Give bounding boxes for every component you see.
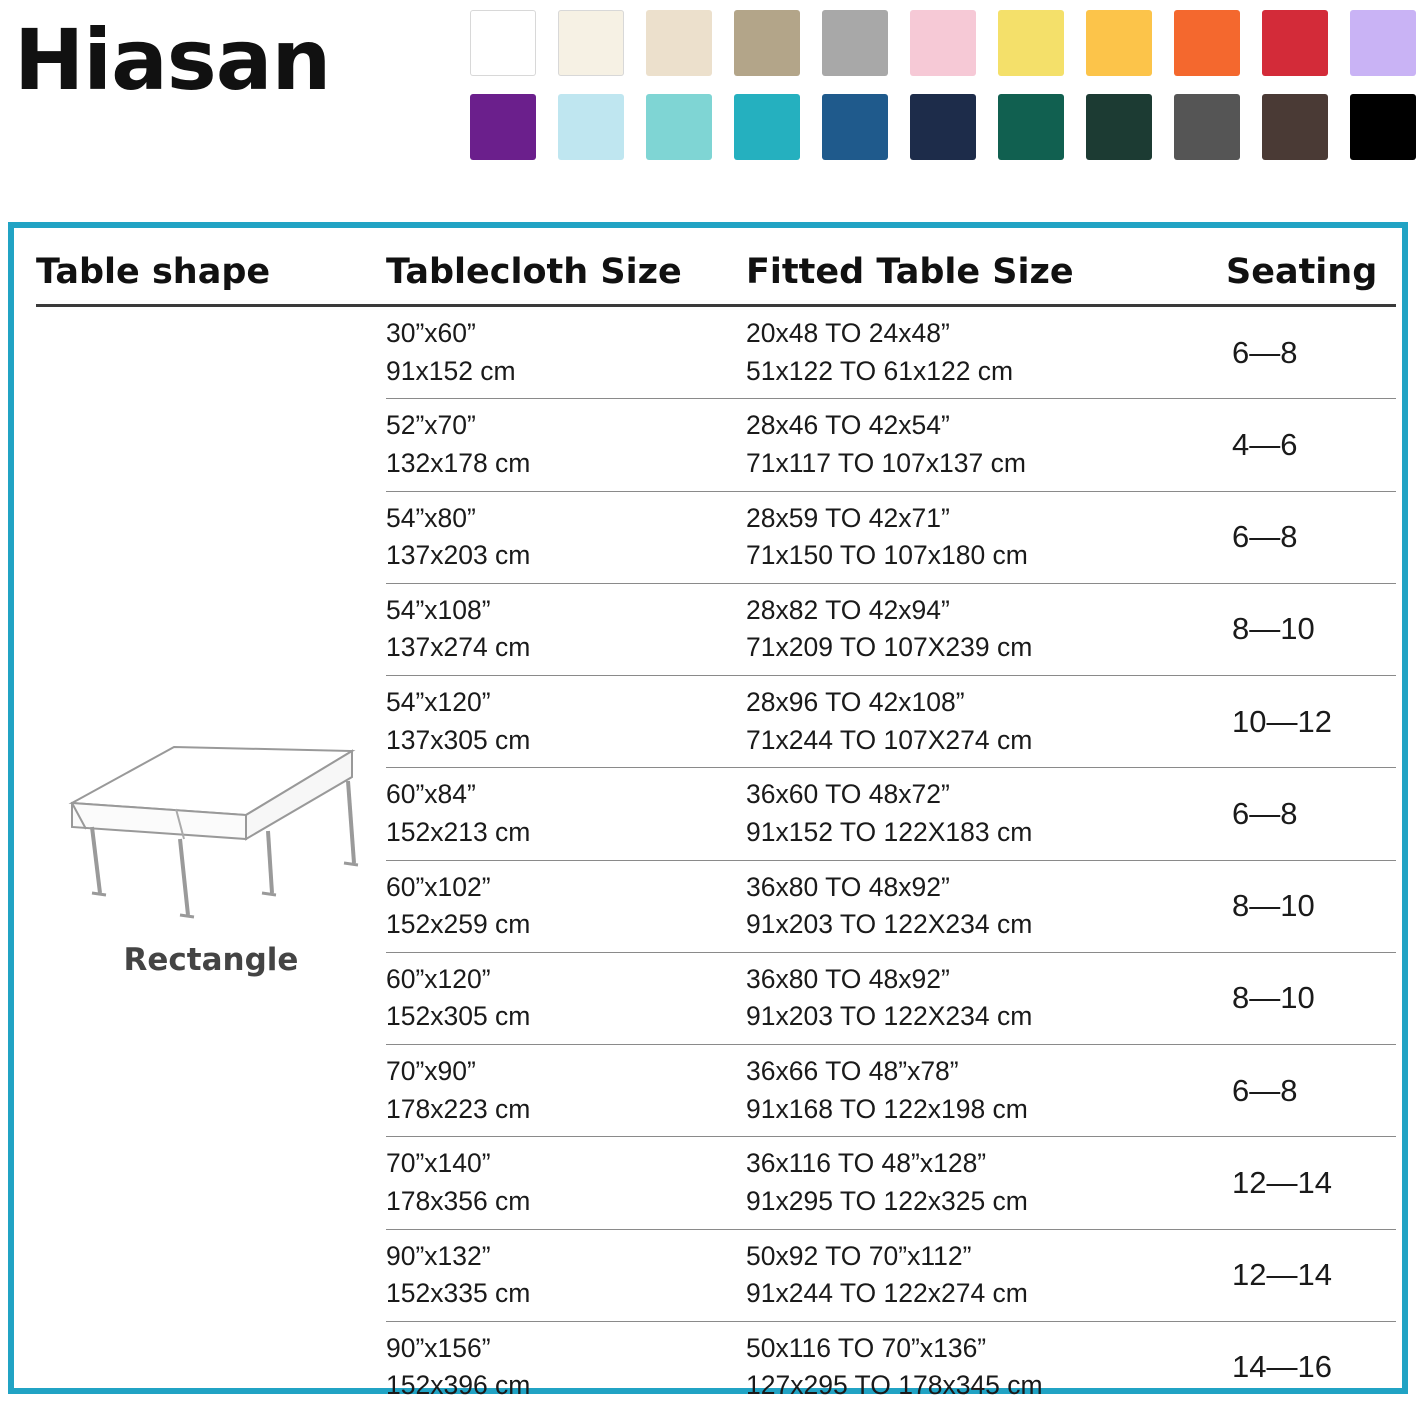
seating-cell: 6—8 [1226,768,1396,860]
cloth-size-cm: 152x396 cm [386,1367,746,1405]
table-header-row [36,248,1396,304]
seating-cell: 6—8 [1226,491,1396,583]
cloth-size-cm: 152x335 cm [386,1275,746,1313]
fitted-size-cell [746,491,1226,583]
cloth-size-cm: 137x203 cm [386,537,746,575]
size-chart-table [36,248,1396,1413]
cloth-size-cm: 152x305 cm [386,998,746,1036]
fitted-size-cm: 127x295 TO 178x345 cm [746,1367,1226,1405]
fitted-size-cm: 71x117 TO 107x137 cm [746,445,1226,483]
table-shape-cell [36,306,386,1413]
cloth-size-cell [386,1137,746,1229]
cloth-size-inches: 70”x140” [386,1145,746,1183]
fitted-size-cm: 91x168 TO 122x198 cm [746,1091,1226,1129]
seating-cell: 14—16 [1226,1321,1396,1413]
cloth-size-inches: 90”x156” [386,1330,746,1368]
fitted-size-inches: 20x48 TO 24x48” [746,315,1226,353]
color-swatch[interactable] [822,94,888,160]
table-body [36,306,1396,1413]
cloth-size-cell [386,860,746,952]
color-swatch[interactable] [558,94,624,160]
cloth-size-cm: 178x356 cm [386,1183,746,1221]
cloth-size-inches: 60”x102” [386,869,746,907]
color-swatch[interactable] [470,10,536,76]
column-header-fitted-table-size: Fitted Table Size [746,248,1226,304]
fitted-size-cell [746,583,1226,675]
cloth-size-cm: 132x178 cm [386,445,746,483]
color-swatch[interactable] [646,10,712,76]
cloth-size-inches: 90”x132” [386,1238,746,1276]
cloth-size-cm: 137x274 cm [386,629,746,667]
cloth-size-cell [386,952,746,1044]
seating-cell: 6—8 [1226,306,1396,399]
fitted-size-cell [746,1229,1226,1321]
fitted-size-inches: 36x80 TO 48x92” [746,869,1226,907]
size-chart-frame [8,222,1408,1394]
cloth-size-cm: 152x259 cm [386,906,746,944]
fitted-size-inches: 28x59 TO 42x71” [746,500,1226,538]
color-swatch[interactable] [1174,10,1240,76]
cloth-size-inches: 54”x80” [386,500,746,538]
fitted-size-inches: 28x96 TO 42x108” [746,684,1226,722]
cloth-size-inches: 60”x84” [386,776,746,814]
seating-cell: 4—6 [1226,399,1396,491]
color-swatch[interactable] [1262,10,1328,76]
cloth-size-cm: 91x152 cm [386,353,746,391]
color-swatch[interactable] [1086,94,1152,160]
color-swatch[interactable] [734,10,800,76]
cloth-size-cell [386,583,746,675]
color-swatch[interactable] [1262,94,1328,160]
cloth-size-inches: 52”x70” [386,407,746,445]
fitted-size-cell [746,952,1226,1044]
color-swatch[interactable] [470,94,536,160]
fitted-size-inches: 36x60 TO 48x72” [746,776,1226,814]
column-header-tablecloth-size: Tablecloth Size [386,248,746,304]
fitted-size-cell [746,306,1226,399]
fitted-size-cm: 71x209 TO 107X239 cm [746,629,1226,667]
cloth-size-cell [386,491,746,583]
fitted-size-inches: 36x80 TO 48x92” [746,961,1226,999]
brand-logo: Hiasan [0,0,470,102]
cloth-size-cell [386,1229,746,1321]
column-header-seating: Seating [1226,248,1396,304]
cloth-size-inches: 60”x120” [386,961,746,999]
color-swatch[interactable] [1086,10,1152,76]
cloth-size-cm: 178x223 cm [386,1091,746,1129]
color-swatch[interactable] [1174,94,1240,160]
fitted-size-inches: 36x66 TO 48”x78” [746,1053,1226,1091]
cloth-size-inches: 54”x120” [386,684,746,722]
fitted-size-cm: 91x152 TO 122X183 cm [746,814,1226,852]
rectangle-table-icon [56,743,366,928]
color-swatch[interactable] [646,94,712,160]
color-swatch[interactable] [998,10,1064,76]
cloth-size-inches: 54”x108” [386,592,746,630]
seating-cell: 12—14 [1226,1137,1396,1229]
fitted-size-inches: 50x92 TO 70”x112” [746,1238,1226,1276]
fitted-size-cell [746,399,1226,491]
fitted-size-inches: 50x116 TO 70”x136” [746,1330,1226,1368]
color-swatch[interactable] [1350,94,1416,160]
seating-cell: 6—8 [1226,1045,1396,1137]
cloth-size-inches: 70”x90” [386,1053,746,1091]
table-shape-label: Rectangle [124,942,299,978]
cloth-size-cell [386,1045,746,1137]
seating-cell: 8—10 [1226,952,1396,1044]
fitted-size-cm: 71x150 TO 107x180 cm [746,537,1226,575]
color-swatch-area [470,0,1417,178]
color-swatch[interactable] [910,94,976,160]
color-swatch-row-2 [470,94,1417,160]
seating-cell: 8—10 [1226,860,1396,952]
fitted-size-inches: 28x82 TO 42x94” [746,592,1226,630]
table-row [36,306,1396,399]
seating-cell: 10—12 [1226,676,1396,768]
color-swatch[interactable] [910,10,976,76]
fitted-size-cm: 91x295 TO 122x325 cm [746,1183,1226,1221]
cloth-size-cell [386,676,746,768]
fitted-size-cm: 91x244 TO 122x274 cm [746,1275,1226,1313]
fitted-size-cell [746,676,1226,768]
fitted-size-cell [746,1045,1226,1137]
column-header-table-shape: Table shape [36,248,386,304]
fitted-size-cell [746,1137,1226,1229]
fitted-size-cell [746,768,1226,860]
cloth-size-cell [386,399,746,491]
cloth-size-inches: 30”x60” [386,315,746,353]
fitted-size-cm: 51x122 TO 61x122 cm [746,353,1226,391]
fitted-size-inches: 36x116 TO 48”x128” [746,1145,1226,1183]
fitted-size-cm: 91x203 TO 122X234 cm [746,906,1226,944]
cloth-size-cell [386,306,746,399]
cloth-size-cm: 137x305 cm [386,722,746,760]
cloth-size-cell [386,1321,746,1413]
cloth-size-cell [386,768,746,860]
color-swatch[interactable] [1350,10,1416,76]
seating-cell: 12—14 [1226,1229,1396,1321]
cloth-size-cm: 152x213 cm [386,814,746,852]
fitted-size-inches: 28x46 TO 42x54” [746,407,1226,445]
color-swatch[interactable] [558,10,624,76]
fitted-size-cm: 71x244 TO 107X274 cm [746,722,1226,760]
page-header [0,0,1417,190]
fitted-size-cell [746,1321,1226,1413]
fitted-size-cell [746,860,1226,952]
color-swatch[interactable] [734,94,800,160]
color-swatch[interactable] [822,10,888,76]
fitted-size-cm: 91x203 TO 122X234 cm [746,998,1226,1036]
seating-cell: 8—10 [1226,583,1396,675]
color-swatch[interactable] [998,94,1064,160]
color-swatch-row-1 [470,10,1417,76]
